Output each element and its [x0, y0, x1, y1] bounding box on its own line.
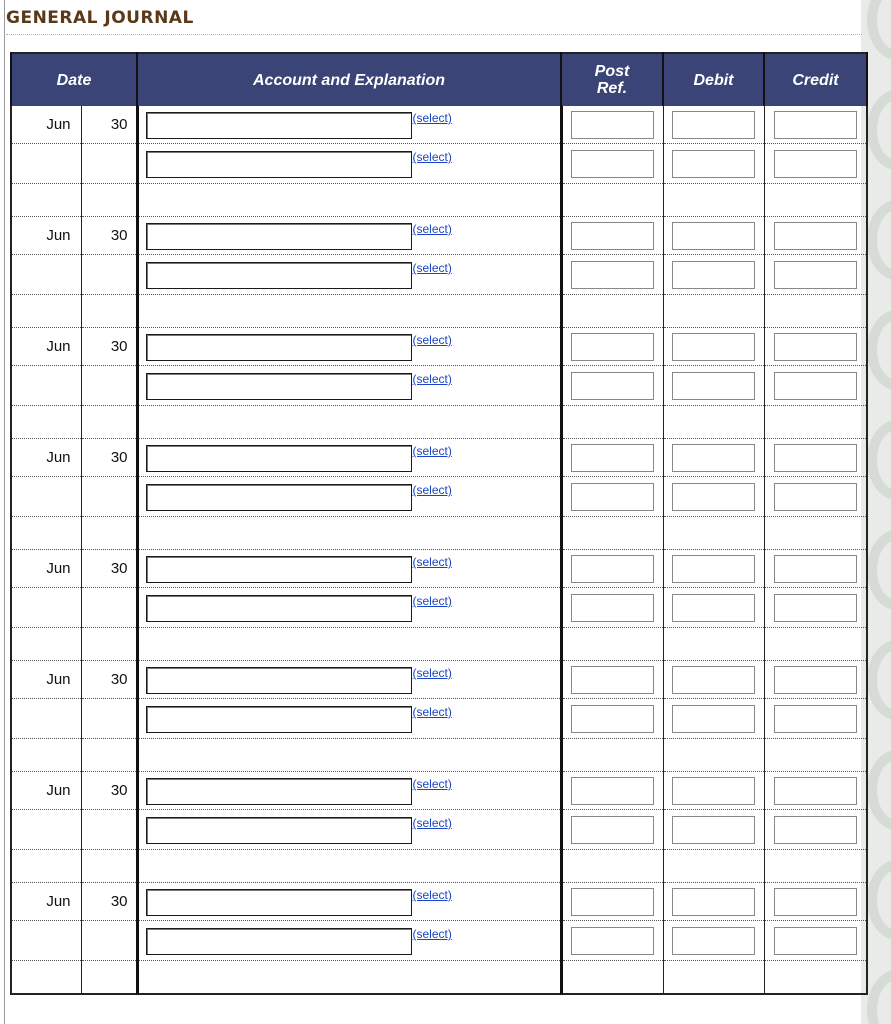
spacer-cell — [81, 739, 137, 772]
account-cell — [137, 588, 561, 628]
entry-day: 30 — [81, 439, 137, 477]
spacer-cell — [11, 295, 81, 328]
spacer-cell — [764, 406, 867, 439]
select-account-link[interactable]: (select) — [412, 333, 452, 347]
spacer-cell — [11, 517, 81, 550]
credit-input[interactable] — [774, 888, 857, 916]
post-ref-cell — [561, 366, 663, 406]
credit-input[interactable] — [774, 261, 857, 289]
debit-input[interactable] — [672, 261, 755, 289]
entry-day-empty — [81, 699, 137, 739]
spacer-cell — [81, 850, 137, 883]
credit-cell — [764, 255, 867, 295]
entry-day: 30 — [81, 772, 137, 810]
spacer-cell — [663, 517, 764, 550]
journal-entry-row — [11, 106, 867, 144]
journal-entry-row — [11, 255, 867, 295]
spacer-cell — [137, 628, 561, 661]
spacer-cell — [137, 850, 561, 883]
credit-cell — [764, 772, 867, 810]
credit-cell — [764, 588, 867, 628]
post-ref-input[interactable] — [571, 816, 654, 844]
spacer-cell — [11, 739, 81, 772]
journal-entry-row — [11, 883, 867, 921]
spacer-cell — [81, 517, 137, 550]
debit-input[interactable] — [672, 222, 755, 250]
entry-month: Jun — [11, 661, 81, 699]
entry-day-empty — [81, 588, 137, 628]
journal-entry-row — [11, 144, 867, 184]
debit-cell — [663, 328, 764, 366]
entry-spacer-row — [11, 628, 867, 661]
journal-entry-row — [11, 366, 867, 406]
post-ref-cell — [561, 921, 663, 961]
post-ref-cell — [561, 144, 663, 184]
account-cell — [137, 328, 561, 366]
general-journal-table — [10, 52, 868, 995]
account-cell — [137, 366, 561, 406]
entry-month: Jun — [11, 550, 81, 588]
credit-cell — [764, 550, 867, 588]
credit-cell — [764, 699, 867, 739]
account-cell — [137, 477, 561, 517]
debit-input[interactable] — [672, 333, 755, 361]
credit-input[interactable] — [774, 111, 857, 139]
select-account-link[interactable]: (select) — [412, 222, 452, 236]
spacer-cell — [764, 295, 867, 328]
spacer-cell — [561, 184, 663, 217]
spacer-cell — [11, 850, 81, 883]
select-account-link[interactable]: (select) — [412, 888, 452, 902]
select-account-link[interactable]: (select) — [412, 372, 452, 386]
debit-input[interactable] — [672, 444, 755, 472]
account-input[interactable] — [146, 706, 412, 733]
spacer-cell — [663, 406, 764, 439]
post-ref-cell — [561, 661, 663, 699]
account-cell — [137, 217, 561, 255]
debit-cell — [663, 106, 764, 144]
account-input[interactable] — [146, 889, 412, 916]
post-ref-input[interactable] — [571, 111, 654, 139]
credit-cell — [764, 810, 867, 850]
debit-input[interactable] — [672, 372, 755, 400]
entry-month: Jun — [11, 328, 81, 366]
date-column-header: Date — [11, 53, 137, 106]
credit-column-header: Credit — [764, 53, 867, 106]
title-divider — [6, 34, 862, 35]
entry-month-empty — [11, 366, 81, 406]
entry-month-empty — [11, 144, 81, 184]
account-cell — [137, 106, 561, 144]
account-column-header: Account and Explanation — [137, 53, 561, 106]
account-input[interactable] — [146, 112, 412, 139]
entry-day-empty — [81, 810, 137, 850]
spacer-cell — [561, 517, 663, 550]
spacer-cell — [561, 406, 663, 439]
journal-entry-row — [11, 772, 867, 810]
select-account-link[interactable]: (select) — [412, 666, 452, 680]
credit-input[interactable] — [774, 555, 857, 583]
credit-input[interactable] — [774, 333, 857, 361]
debit-input[interactable] — [672, 666, 755, 694]
debit-cell — [663, 217, 764, 255]
credit-input[interactable] — [774, 927, 857, 955]
entry-day: 30 — [81, 328, 137, 366]
entry-month-empty — [11, 255, 81, 295]
account-cell — [137, 810, 561, 850]
entry-spacer-row — [11, 739, 867, 772]
account-input[interactable] — [146, 334, 412, 361]
post-ref-input[interactable] — [571, 666, 654, 694]
entry-spacer-row — [11, 517, 867, 550]
account-input[interactable] — [146, 223, 412, 250]
credit-input[interactable] — [774, 777, 857, 805]
entry-day: 30 — [81, 550, 137, 588]
page-left-rule — [4, 0, 5, 1024]
debit-input[interactable] — [672, 816, 755, 844]
journal-entry-row — [11, 699, 867, 739]
post-ref-input[interactable] — [571, 927, 654, 955]
entry-day: 30 — [81, 217, 137, 255]
account-cell — [137, 699, 561, 739]
debit-cell — [663, 588, 764, 628]
account-input[interactable] — [146, 667, 412, 694]
journal-entry-row — [11, 439, 867, 477]
debit-cell — [663, 144, 764, 184]
journal-entry-row — [11, 328, 867, 366]
journal-entry-row — [11, 921, 867, 961]
debit-column-header: Debit — [663, 53, 764, 106]
spacer-cell — [764, 739, 867, 772]
account-cell — [137, 439, 561, 477]
select-account-link[interactable]: (select) — [412, 150, 452, 164]
debit-input[interactable] — [672, 483, 755, 511]
spacer-cell — [561, 961, 663, 995]
spacer-cell — [663, 628, 764, 661]
debit-cell — [663, 366, 764, 406]
account-input[interactable] — [146, 595, 412, 622]
spacer-cell — [764, 517, 867, 550]
account-input[interactable] — [146, 484, 412, 511]
spacer-cell — [663, 850, 764, 883]
post-ref-input[interactable] — [571, 333, 654, 361]
entry-month-empty — [11, 477, 81, 517]
entry-day-empty — [81, 366, 137, 406]
spacer-cell — [81, 295, 137, 328]
account-cell — [137, 550, 561, 588]
post-ref-input[interactable] — [571, 222, 654, 250]
post-ref-cell — [561, 699, 663, 739]
select-account-link[interactable]: (select) — [412, 444, 452, 458]
account-input[interactable] — [146, 556, 412, 583]
spacer-cell — [663, 184, 764, 217]
debit-cell — [663, 661, 764, 699]
entry-day: 30 — [81, 661, 137, 699]
debit-cell — [663, 439, 764, 477]
entry-month-empty — [11, 810, 81, 850]
select-account-link[interactable]: (select) — [412, 705, 452, 719]
account-input[interactable] — [146, 778, 412, 805]
credit-cell — [764, 921, 867, 961]
journal-entry-row — [11, 550, 867, 588]
debit-cell — [663, 255, 764, 295]
post-ref-cell — [561, 217, 663, 255]
entry-month: Jun — [11, 106, 81, 144]
entry-month: Jun — [11, 217, 81, 255]
entry-day: 30 — [81, 883, 137, 921]
account-input[interactable] — [146, 262, 412, 289]
post-ref-cell — [561, 328, 663, 366]
post-ref-input[interactable] — [571, 555, 654, 583]
journal-entry-row — [11, 588, 867, 628]
select-account-link[interactable]: (select) — [412, 927, 452, 941]
credit-input[interactable] — [774, 150, 857, 178]
post-ref-header-line-2: Ref. — [596, 80, 628, 97]
debit-input[interactable] — [672, 594, 755, 622]
post-ref-input[interactable] — [571, 888, 654, 916]
debit-input[interactable] — [672, 150, 755, 178]
credit-cell — [764, 661, 867, 699]
post-ref-cell — [561, 810, 663, 850]
debit-input[interactable] — [672, 888, 755, 916]
entry-spacer-row — [11, 850, 867, 883]
credit-input[interactable] — [774, 222, 857, 250]
account-cell — [137, 921, 561, 961]
journal-entry-row — [11, 217, 867, 255]
spacer-cell — [137, 295, 561, 328]
spacer-cell — [137, 406, 561, 439]
page-title: GENERAL JOURNAL — [6, 8, 194, 28]
credit-input[interactable] — [774, 483, 857, 511]
debit-cell — [663, 921, 764, 961]
spacer-cell — [764, 184, 867, 217]
spacer-cell — [764, 850, 867, 883]
select-account-link[interactable]: (select) — [412, 555, 452, 569]
spacer-cell — [11, 961, 81, 995]
journal-entry-row — [11, 661, 867, 699]
spacer-cell — [81, 961, 137, 995]
spacer-cell — [81, 628, 137, 661]
table-header-row — [11, 53, 867, 106]
journal-entry-row — [11, 477, 867, 517]
entry-day-empty — [81, 921, 137, 961]
entry-month-empty — [11, 699, 81, 739]
credit-cell — [764, 217, 867, 255]
post-ref-cell — [561, 439, 663, 477]
entry-spacer-row — [11, 406, 867, 439]
account-cell — [137, 255, 561, 295]
select-account-link[interactable]: (select) — [412, 816, 452, 830]
entry-month: Jun — [11, 883, 81, 921]
post-ref-input[interactable] — [571, 444, 654, 472]
account-input[interactable] — [146, 373, 412, 400]
credit-cell — [764, 883, 867, 921]
spacer-cell — [137, 517, 561, 550]
spacer-cell — [561, 628, 663, 661]
select-account-link[interactable]: (select) — [412, 111, 452, 125]
credit-cell — [764, 477, 867, 517]
entry-day-empty — [81, 477, 137, 517]
credit-input[interactable] — [774, 666, 857, 694]
debit-input[interactable] — [672, 927, 755, 955]
entry-spacer-row — [11, 295, 867, 328]
post-ref-input[interactable] — [571, 150, 654, 178]
post-ref-input[interactable] — [571, 705, 654, 733]
spacer-cell — [11, 184, 81, 217]
debit-cell — [663, 550, 764, 588]
post-ref-cell — [561, 772, 663, 810]
account-input[interactable] — [146, 445, 412, 472]
spacer-cell — [137, 961, 561, 995]
account-input[interactable] — [146, 151, 412, 178]
spacer-cell — [561, 739, 663, 772]
post-ref-input[interactable] — [571, 594, 654, 622]
debit-input[interactable] — [672, 705, 755, 733]
credit-cell — [764, 366, 867, 406]
account-input[interactable] — [146, 817, 412, 844]
entry-month-empty — [11, 588, 81, 628]
select-account-link[interactable]: (select) — [412, 483, 452, 497]
post-ref-input[interactable] — [571, 777, 654, 805]
post-ref-column-header — [561, 53, 663, 106]
spacer-cell — [137, 739, 561, 772]
debit-cell — [663, 810, 764, 850]
post-ref-input[interactable] — [571, 261, 654, 289]
credit-input[interactable] — [774, 444, 857, 472]
credit-input[interactable] — [774, 372, 857, 400]
credit-cell — [764, 328, 867, 366]
entry-month: Jun — [11, 439, 81, 477]
account-cell — [137, 661, 561, 699]
credit-cell — [764, 439, 867, 477]
spacer-cell — [11, 628, 81, 661]
spacer-cell — [764, 628, 867, 661]
credit-cell — [764, 144, 867, 184]
account-cell — [137, 883, 561, 921]
spacer-cell — [663, 295, 764, 328]
spacer-cell — [663, 961, 764, 995]
spacer-cell — [81, 406, 137, 439]
debit-cell — [663, 772, 764, 810]
post-ref-header-line-1: Post — [594, 63, 630, 80]
spacer-cell — [764, 961, 867, 995]
credit-input[interactable] — [774, 705, 857, 733]
post-ref-cell — [561, 883, 663, 921]
entry-day-empty — [81, 255, 137, 295]
spacer-cell — [561, 295, 663, 328]
credit-cell — [764, 106, 867, 144]
account-input[interactable] — [146, 928, 412, 955]
debit-input[interactable] — [672, 777, 755, 805]
post-ref-cell — [561, 477, 663, 517]
entry-day: 30 — [81, 106, 137, 144]
post-ref-cell — [561, 255, 663, 295]
select-account-link[interactable]: (select) — [412, 777, 452, 791]
entry-spacer-row — [11, 184, 867, 217]
account-cell — [137, 772, 561, 810]
debit-cell — [663, 699, 764, 739]
debit-cell — [663, 883, 764, 921]
entry-month: Jun — [11, 772, 81, 810]
spacer-cell — [561, 850, 663, 883]
spacer-cell — [81, 184, 137, 217]
entry-spacer-row — [11, 961, 867, 995]
account-cell — [137, 144, 561, 184]
post-ref-cell — [561, 550, 663, 588]
spacer-cell — [11, 406, 81, 439]
journal-body — [11, 106, 867, 994]
spacer-cell — [137, 184, 561, 217]
select-account-link[interactable]: (select) — [412, 261, 452, 275]
debit-cell — [663, 477, 764, 517]
post-ref-input[interactable] — [571, 483, 654, 511]
post-ref-input[interactable] — [571, 372, 654, 400]
post-ref-cell — [561, 588, 663, 628]
credit-input[interactable] — [774, 594, 857, 622]
entry-day-empty — [81, 144, 137, 184]
credit-input[interactable] — [774, 816, 857, 844]
debit-input[interactable] — [672, 111, 755, 139]
debit-input[interactable] — [672, 555, 755, 583]
journal-entry-row — [11, 810, 867, 850]
spacer-cell — [663, 739, 764, 772]
post-ref-cell — [561, 106, 663, 144]
entry-month-empty — [11, 921, 81, 961]
select-account-link[interactable]: (select) — [412, 594, 452, 608]
